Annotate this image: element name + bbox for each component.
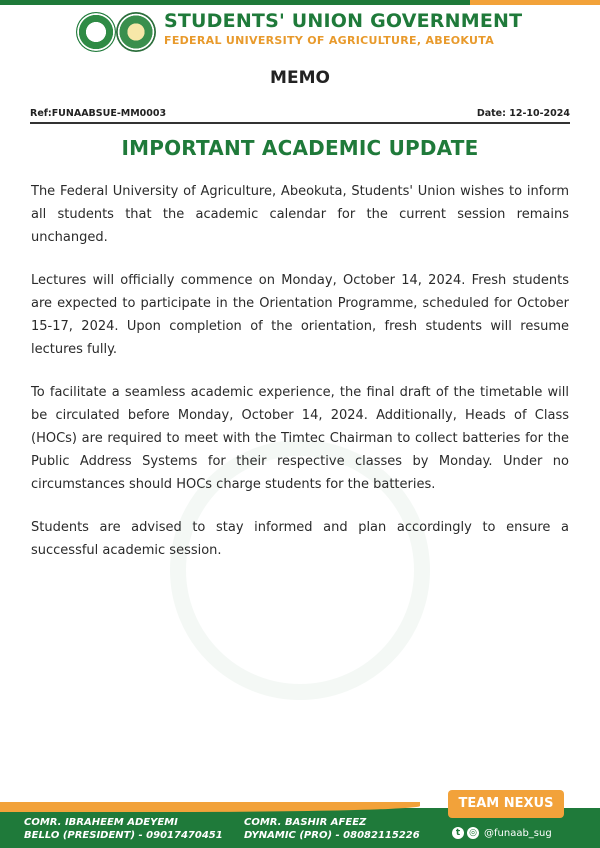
social-links (452, 826, 552, 840)
social-handle: @funaab_sug (484, 827, 552, 839)
header-divider (30, 122, 570, 124)
memo-date: Date: 12-10-2024 (476, 108, 570, 119)
union-title: STUDENTS' UNION GOVERNMENT (164, 10, 523, 32)
top-color-stripe (0, 0, 600, 5)
memo-reference: Ref:FUNAABSUE-MM0003 (30, 108, 167, 119)
signatory-president (24, 816, 223, 842)
signatory-president-title: BELLO (PRESIDENT) - 09017470451 (24, 830, 223, 841)
paragraph-timetable: To facilitate a seamless academic experience, the final draft of the timetable will be circulated before Monday, October 14, 2024. Additionally, Heads of Class (HOCs) are required to meet with the Timtec Chairman to collect batteries for the Public Address Systems for their respective classes by Monday. Under no circumstances should HOCs charge students for the batteries. (31, 385, 569, 492)
paragraph-closing: Students are advised to stay informed and plan accordingly to ensure a successful academic session. (31, 520, 569, 558)
signatory-president-name: COMR. IBRAHEEM ADEYEMI (24, 817, 178, 828)
paragraph-lectures: Lectures will officially commence on Monday, October 14, 2024. Fresh students are expected to participate in the Orientation Programme, scheduled for October 15-17, 2024. Upon completion of the orientation, fresh students will resume lectures fully. (31, 273, 569, 357)
memo-heading: IMPORTANT ACADEMIC UPDATE (121, 136, 479, 160)
top-stripe-orange (470, 0, 600, 5)
instagram-icon[interactable]: ◎ (467, 827, 479, 839)
footer-accent-wave (0, 802, 420, 812)
twitter-icon[interactable]: t (452, 827, 464, 839)
signatory-pro-name: COMR. BASHIR AFEEZ (244, 817, 367, 828)
university-logo (116, 12, 156, 52)
team-badge: TEAM NEXUS (448, 790, 564, 818)
memo-body (31, 180, 569, 582)
university-name: FEDERAL UNIVERSITY OF AGRICULTURE, ABEOKUTA (164, 34, 495, 47)
signatory-pro (244, 816, 420, 842)
paragraph-intro: The Federal University of Agriculture, Abeokuta, Students' Union wishes to inform all students that the academic calendar for the current session remains unchanged. (31, 184, 569, 245)
union-logo (76, 12, 116, 52)
signatory-pro-title: DYNAMIC (PRO) - 08082115226 (244, 830, 420, 841)
memo-label: MEMO (270, 68, 330, 88)
top-stripe-green (0, 0, 470, 5)
